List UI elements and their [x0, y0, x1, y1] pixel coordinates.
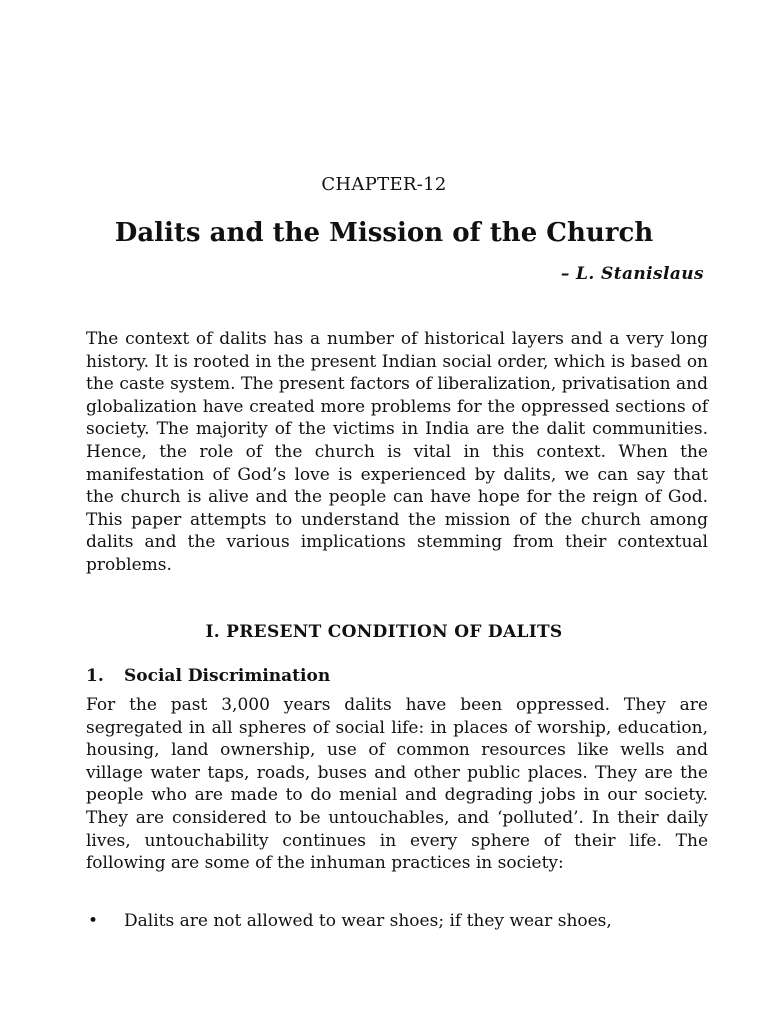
chapter-label: CHAPTER-12	[321, 174, 447, 195]
body-paragraph: For the past 3,000 years dalits have been oppressed. They are segregated in all spheres of social life: in places of worship, education, housing, land ownership, use of common resources like wells and village water taps, roads, buses and other public places. They are the people who are made to do menial and degrading jobs in our society. They are considered to be untouchables, and ‘polluted’. In their daily lives, untouchability continues in every sphere of their life. The following are some of the inhuman practices in society:	[86, 695, 708, 874]
subsection-title: Social Discrimination	[124, 666, 331, 686]
section-heading: I. PRESENT CONDITION OF DALITS	[205, 622, 563, 642]
bullet-icon: •	[88, 911, 99, 931]
chapter-title: Dalits and the Mission of the Church	[114, 218, 654, 248]
subsection-heading	[86, 666, 330, 686]
intro-paragraph: The context of dalits has a number of historical layers and a very long history. It is rooted in the present Indian social order, which is based on the caste system. The present factors of liberalization, privatisation and globalization have created more problems for the oppressed sections of society. The majority of the victims in India are the dalit communities. Hence, the role of the church is vital in this context. When the manifestation of God’s love is experienced by dalits, we can say that the church is alive and the people can have hope for the reign of God. This paper attempts to understand the mission of the church among dalits and the various implications stemming from their contextual problems.	[86, 329, 708, 575]
subsection-number: 1.	[86, 666, 104, 686]
author-byline: – L. Stanislaus	[560, 264, 704, 284]
bullet-text: Dalits are not allowed to wear shoes; if they wear shoes,	[124, 911, 612, 931]
